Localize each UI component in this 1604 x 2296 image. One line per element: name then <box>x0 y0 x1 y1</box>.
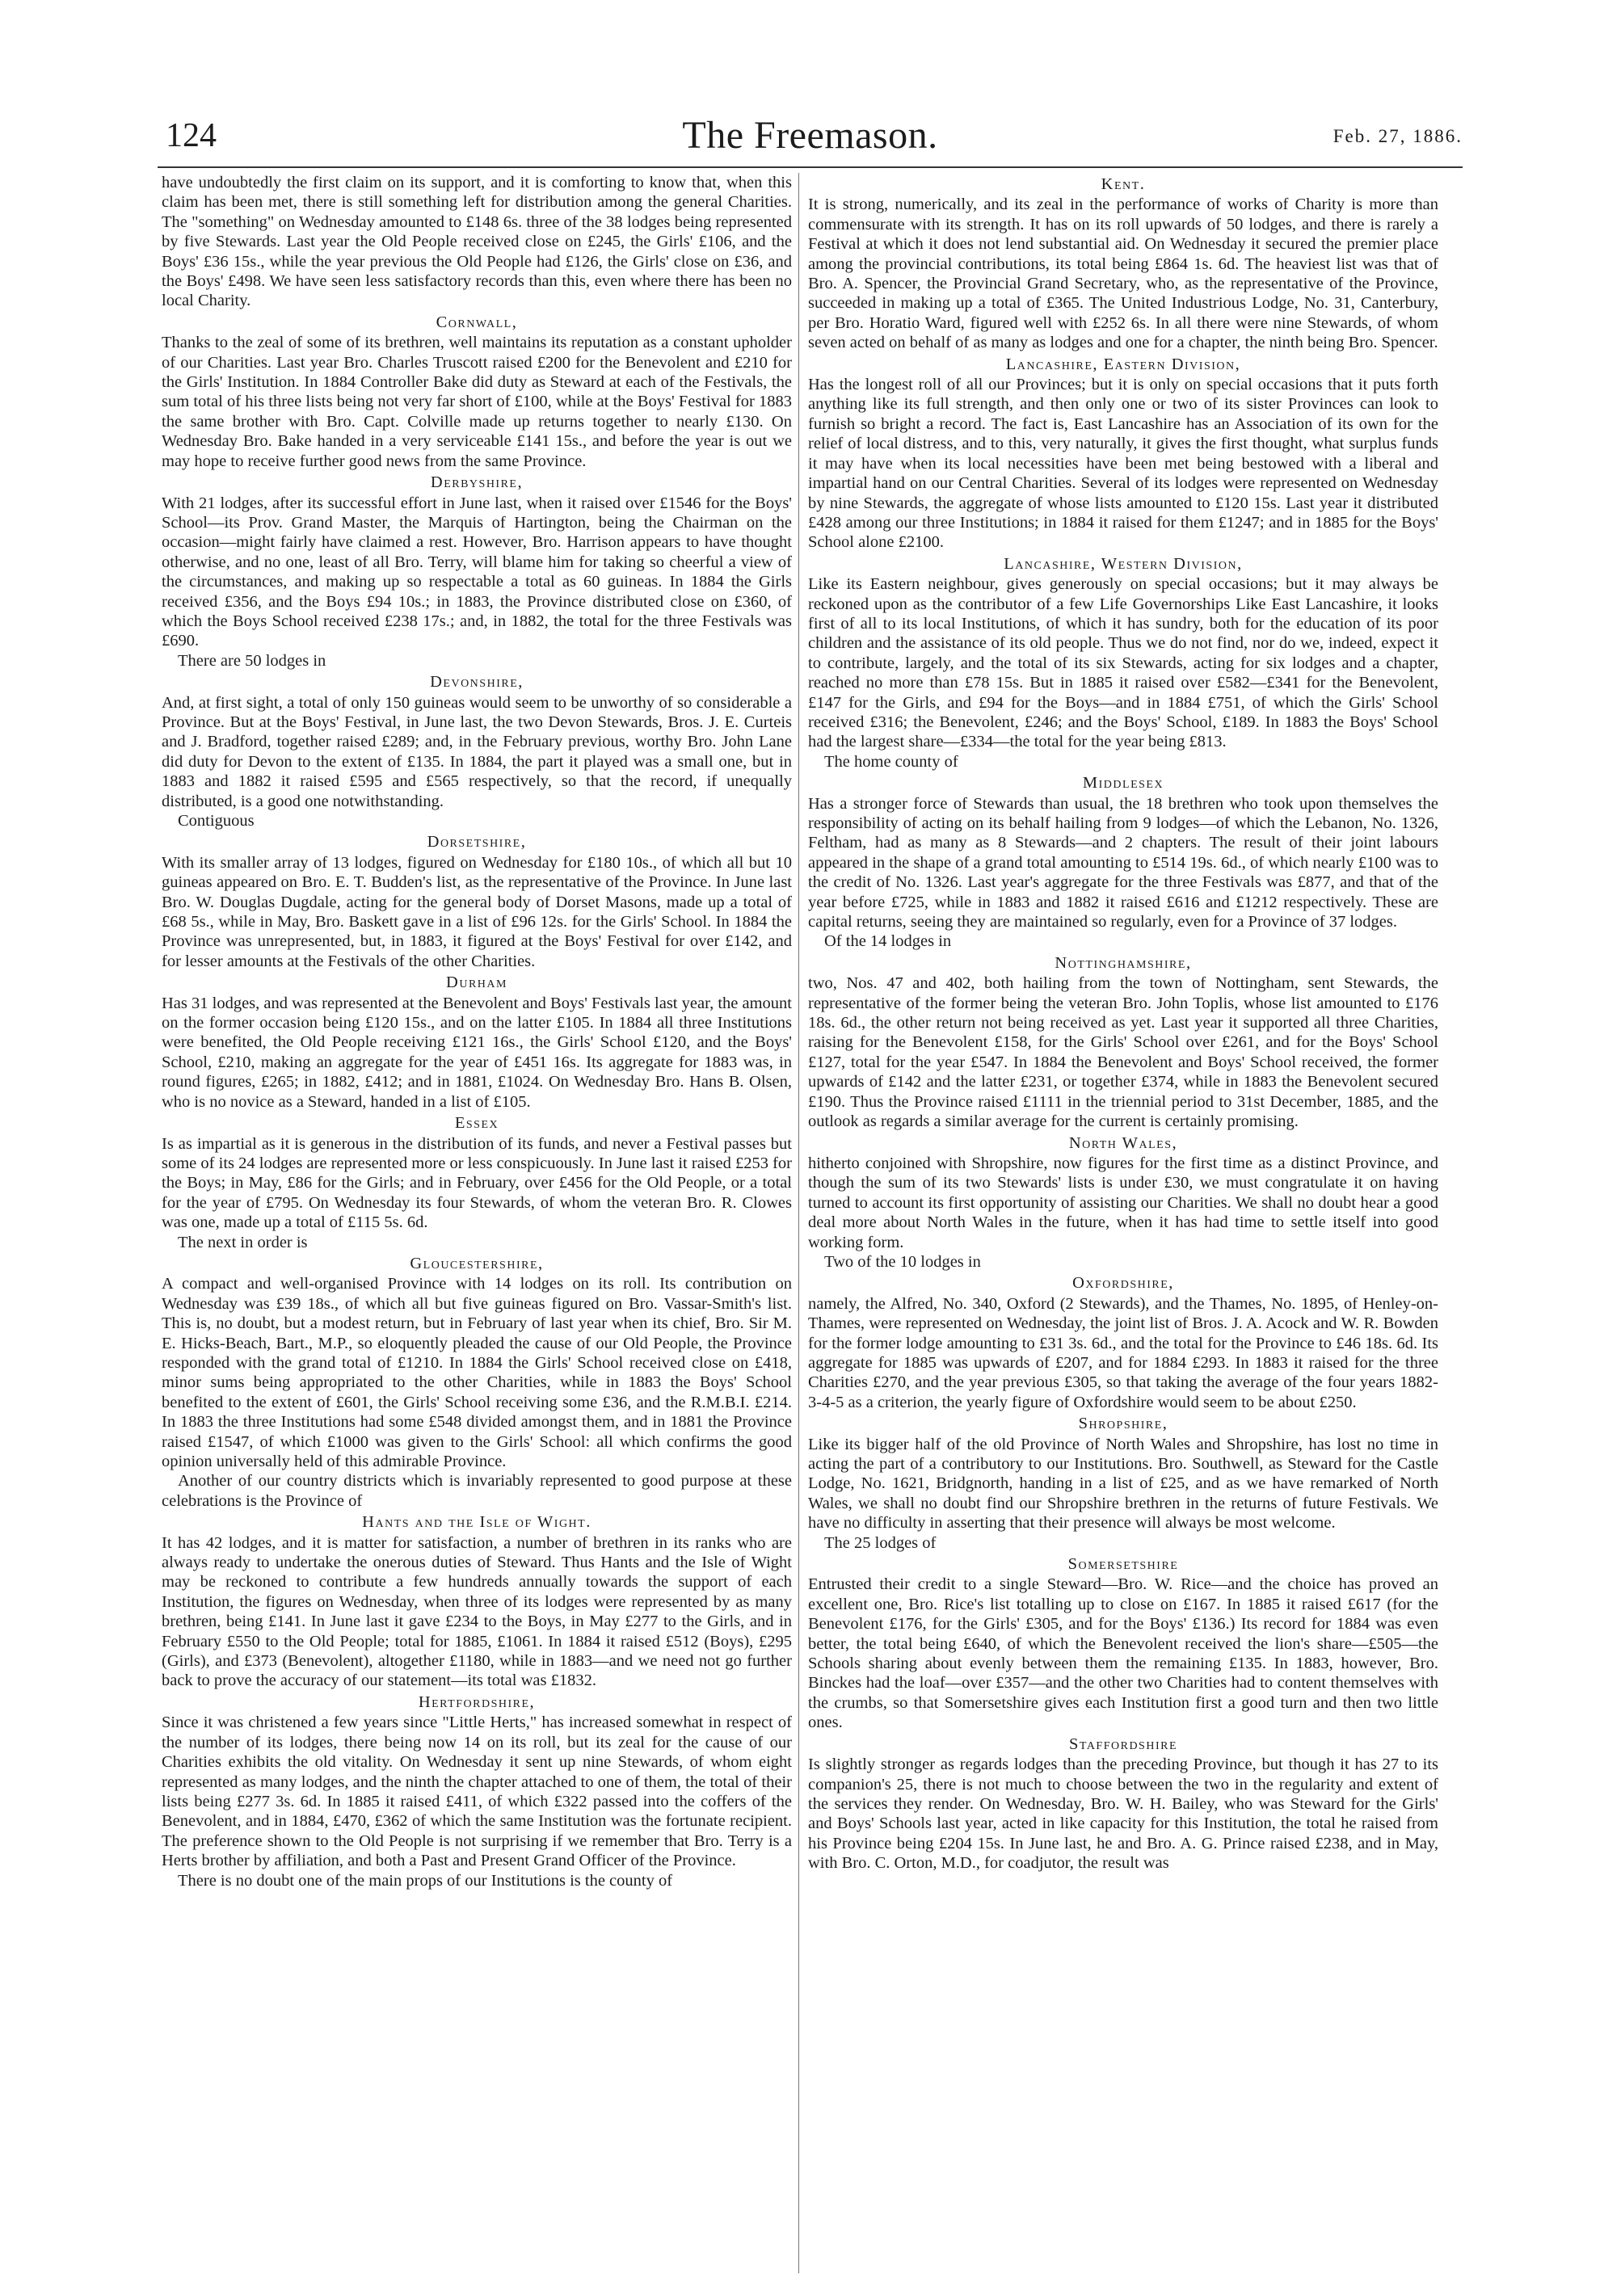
section-heading: Oxfordshire, <box>1072 1274 1174 1293</box>
paragraph: With its smaller array of 13 lodges, figured on Wednesday for £180 10s., of which all but 10 guineas appeared on Bro. E. T. Budden's list, as the representative of the Province. In June last Bro. W. Douglas Dugdale, acting for the general body of Dorset Masons, made up a total of £68 5s., while in May, Bro. Baskett gave in a list of £96 12s. for the Girls' School. In 1884 the Province was unrepresented, but, in 1883, it figured at the Boys' Festival for over £142, and for lesser amounts at the Festivals of the other Charities. <box>162 853 792 970</box>
paragraph: Thanks to the zeal of some of its brethren, well maintains its reputation as a constant upholder of our Charities. Last year Bro. Charles Truscott raised £200 for the Benevolent and £210 for the Girls' Institution. In 1884 Controller Bake did duty as Steward at each of the Festivals, the sum total of his three lists being not very far short of £100, while at the Boys' Festival for 1883 the same brother with Bro. Capt. Colville made up returns together to nearly £130. On Wednesday Bro. Bake handed in a very serviceable £141 15s., and before the year is out we may hope to receive further good news from the same Province. <box>162 334 792 470</box>
paragraph: And, at first sight, a total of only 150 guineas would seem to be unworthy of so considerable a Province. But at the Boys' Festival, in June last, the two Devon Stewards, Bros. J. E. Curteis and J. Bradford, together raised £289; and, in the February previous, worthy Bro. John Lane did duty for Devon to the extent of £135. In 1884, the part it played was a small one, but in 1883 and 1882 it raised £595 and £565 respectively, so that the record, if unequally distributed, is a good one notwithstanding. <box>162 693 792 810</box>
section-heading: Nottinghamshire, <box>1055 953 1192 972</box>
section-heading: Cornwall, <box>436 313 518 331</box>
paragraph: Of the 14 lodges in <box>824 932 952 951</box>
page-header <box>158 113 1463 162</box>
left-column <box>162 173 792 1890</box>
section-heading: Middlesex <box>1082 774 1164 793</box>
section-heading: Essex <box>454 1114 499 1133</box>
paragraph: The 25 lodges of <box>824 1533 937 1552</box>
paragraph: have undoubtedly the first claim on its support, and it is comforting to know that, when this claim has been met, there is still something left for distribution among the general Charities. The "something" on Wednesday amounted to £148 6s. three of the 38 lodges being represented by five Stewards. Last year the Old People received close on £245, the Girls' £106, and the Boys' £36 15s., while the year previous the Old People had £126, the Girls' close on £36, and the Boys' £498. We have seen less satisfactory records than this, even where there has been no local Charity. <box>162 174 792 310</box>
paragraph: Has a stronger force of Stewards than usual, the 18 brethren who took upon themselves the responsibility of acting on its behalf hailing from 9 lodges—of which the Lebanon, No. 1326, Feltham, had as many as 8 Stewards—and 2 chapters. The result of their joint labours appeared in the shape of a grand total amounting to £514 19s. 6d., of which nearly £100 was to the credit of No. 1326. Last year's aggregate for the three Festivals was £877, and that of the year before £725, while in 1883 and 1882 it raised £616 and £1212 respectively. These are capital returns, seeing they are maintained so regularly, even for a Province of 37 lodges. <box>808 794 1438 931</box>
paragraph: Another of our country districts which is invariably represented to good purpose at these celebrations is the Province of <box>162 1472 792 1510</box>
section-heading: Hertfordshire, <box>418 1693 536 1711</box>
right-column <box>808 173 1438 1873</box>
paragraph: hitherto conjoined with Shropshire, now figures for the first time as a distinct Province, and though the sum of its two Stewards' lists is under £30, we must congratulate it on having turned to account its first opportunity of assisting our Charities. We shall no doubt hear a good deal more about North Wales in the future, when it has had time to settle itself into good working form. <box>808 1154 1438 1251</box>
paragraph: Has the longest roll of all our Provinces; but it is only on special occasions that it puts forth anything like its full strength, and then only one or two of its sister Provinces can look to furnish so bright a record. The fact is, East Lancashire has an Association of its own for the relief of local distress, and to this, very naturally, it gives the first thought, what surplus funds it may have when its local necessities have been met being bestowed with a liberal and impartial hand on our Central Charities. Several of its lodges were represented on Wednesday by nine Stewards, the aggregate of whose lists amounted to £120 15s. Last year it distributed £428 among our three Institutions; in 1884 it raised for them £1247; and in 1885 for the Boys' School alone £2100. <box>808 376 1438 552</box>
publication-title: The Freemason. <box>682 114 938 157</box>
section-heading: Gloucestershire, <box>410 1254 544 1272</box>
section-heading: Derbyshire, <box>430 473 524 492</box>
section-heading: Kent. <box>1101 175 1146 193</box>
paragraph: There is no doubt one of the main props of our Institutions is the county of <box>178 1871 673 1890</box>
paragraph: two, Nos. 47 and 402, both hailing from the town of Nottingham, sent Stewards, the representative of the former being the veteran Bro. John Toplis, whose list amounted to £176 18s. 6d., the other return not being received as yet. Last year it supported all three Charities, raising for the Benevolent £158, for the Girls' School over £261, and for the Boys' School £127, total for the year £547. In 1884 the Benevolent and Boys' School received, the former upwards of £142 and the latter £231, or together £374, while in 1883 the Benevolent secured £190. Thus the Province raised £1111 in the triennial period to 31st December, 1885, and the outlook as regards a similar average for the current is certainly promising. <box>808 974 1438 1131</box>
paragraph: There are 50 lodges in <box>178 651 326 670</box>
issue-date: Feb. 27, 1886. <box>1332 126 1463 146</box>
column-divider <box>798 173 799 2273</box>
section-heading: Shropshire, <box>1078 1415 1168 1433</box>
section-heading: Durham <box>446 973 507 992</box>
paragraph: It is strong, numerically, and its zeal in the performance of works of Charity is more than commensurate with its strength. It has on its roll upwards of 50 lodges, and there is rarely a Festival at which it does not lend substantial aid. On Wednesday it secured the premier place among the provincial contributions, its total being £864 1s. 6d. The heaviest list was that of Bro. A. Spencer, the Provincial Grand Secretary, who, as the representative of the Province, succeeded in making up a total of £365. The United Industrious Lodge, No. 31, Canterbury, per Bro. Horatio Ward, figured well with £252 6s. In all there were nine Stewards, of whom seven acted on behalf of as many as lodges and one for a chapter, the ninth being Bro. Spencer. <box>808 196 1438 352</box>
paragraph: Is as impartial as it is generous in the distribution of its funds, and never a Festival passes but some of its 24 lodges are represented more or less conspicuously. In June last it raised £253 for the Boys; in May, £86 for the Girls; and in February, over £456 for the Old People, or a total for the year of £795. On Wednesday its four Stewards, of whom the veteran Bro. R. Clowes was one, made up a total of £115 5s. 6d. <box>162 1134 792 1232</box>
section-heading: Dorsetshire, <box>427 833 527 852</box>
header-rule <box>158 166 1463 168</box>
paragraph: Entrusted their credit to a single Steward—Bro. W. Rice—and the choice has proved an excellent one, Bro. Rice's list totalling up to close on £167. In 1885 it raised £617 (for the Benevolent £176, for the Girls' £305, and for the Boys' £136.) Its record for 1884 was even better, the total being £640, of which the Benevolent received the lion's share—£505—the Schools sharing about evenly between them the remaining £135. In 1883, however, Bro. Binckes had the loaf—over £357—and the other two Charities had to content themselves with the crumbs, so that Somersetshire gives each Institution first a good turn and then two little ones. <box>808 1575 1438 1732</box>
paragraph: Is slightly stronger as regards lodges than the preceding Province, but though it has 27 to its companion's 25, there is not much to choose between the two in the regularity and extent of the services they render. On Wednesday, Bro. W. H. Bailey, who was Steward for the Girls' and Boys' Schools last year, acted in like capacity for this Institution, the total he raised from his Province being £204 15s. In June last, he and Bro. A. G. Prince raised £238, and in May, with Bro. C. Orton, M.D., for coadjutor, the result was <box>808 1756 1438 1873</box>
paragraph: Contiguous <box>178 812 255 830</box>
paragraph: The next in order is <box>178 1233 308 1251</box>
paragraph: Has 31 lodges, and was represented at the Benevolent and Boys' Festivals last year, the amount on the former occasion being £120 15s., and on the latter £105. In 1884 all three Institutions were benefited, the Old People receiving £121 16s., the Girls' School £120, and the Boys' School, £210, making an aggregate for the year of £451 16s. Its aggregate for 1883 was, in round figures, £265; in 1882, £412; and in 1881, £1024. On Wednesday Bro. Hans B. Olsen, who is no novice as a Steward, handed in a list of £105. <box>162 994 792 1111</box>
section-heading: Staffordshire <box>1068 1735 1178 1753</box>
section-heading: Lancashire, Eastern Division, <box>1005 355 1241 373</box>
page-number: 124 <box>166 117 217 154</box>
paragraph: namely, the Alfred, No. 340, Oxford (2 Stewards), and the Thames, No. 1895, of Henley-on-Thames, were represented on Wednesday, the joint list of Bros. J. A. Acock and W. R. Bowden for the former lodge amounting to £31 3s. 6d., and the total for the Province to £46 18s. 6d. Its aggregate for 1885 was upwards of £207, and for 1884 £293. In 1883 it raised for the three Charities £270, and the year previous £305, so that taking the average of the four years 1882-3-4-5 as a criterion, the yearly figure of Oxfordshire would seem to be about £250. <box>808 1294 1438 1411</box>
paragraph: A compact and well-organised Province with 14 lodges on its roll. Its contribution on Wednesday was £39 18s., of which all but five guineas figured on Bro. Vassar-Smith's list. This is, no doubt, but a modest return, but in February of last year when its chief, Bro. Sir M. E. Hicks-Beach, Bart., M.P., so eloquently pleaded the cause of our Old People, the Province responded with the grand total of £1210. In 1884 the Girls' School received close on £418, minor sums being appropriated to the other Charities, while in 1883 the Boys' School benefited to the extent of £601, the Girls' School receiving some £36, and the R.M.B.I. £214. In 1883 the three Institutions had some £548 divided amongst them, and in 1881 the Province raised £1547, of which £1000 was given to the Girls' School: all which confirms the good opinion universally held of this admirable Province. <box>162 1275 792 1470</box>
section-heading: Devonshire, <box>430 673 524 692</box>
section-heading: Hants and the Isle of Wight. <box>362 1513 592 1532</box>
section-heading: Somersetshire <box>1067 1555 1179 1574</box>
paragraph: The home county of <box>824 752 958 771</box>
paragraph: Like its Eastern neighbour, gives generously on special occasions; but it may always be reckoned upon as the contributor of a few Life Governorships Like East Lancashire, it looks first of all to its local Institutions, of which it has sundry, both for the education of its poor children and the assistance of its old people. Thus we do not find, nor do we, indeed, expect it to contribute, largely, and the total of its six Stewards, acting for six lodges and a chapter, reached no more than £78 15s. But in 1885 it raised over £582—£341 for the Benevolent, £147 for the Girls, and £94 for the Boys—and in 1884 £751, of which the Girls' School received £316; the Benevolent, £246; and the Boys' School, £189. In 1883 the Boys' School had the largest share—£334—the total for the year being £813. <box>808 575 1438 751</box>
paragraph: With 21 lodges, after its successful effort in June last, when it raised over £1546 for the Boys' School—its Prov. Grand Master, the Marquis of Hartington, being the Chairman on the occasion—might fairly have claimed a rest. However, Bro. Harrison appears to have thought otherwise, and no one, least of all Bro. Terry, will blame him for taking so cheerful a view of the circumstances, and making up so respectable a total as 60 guineas. In 1884 the Girls received £356, and the Boys £94 10s.; in 1883, the Province distributed close on £360, of which the Boys School received £238 17s.; and, in 1882, the total for the three Festivals was £690. <box>162 494 792 650</box>
paragraph: Two of the 10 lodges in <box>824 1252 981 1271</box>
paragraph: It has 42 lodges, and it is matter for satisfaction, a number of brethren in its ranks who are always ready to undertake the onerous duties of Steward. Thus Hants and the Isle of Wight may be reckoned to contribute a few hundreds annually towards the support of each Institution, the figures on Wednesday, when three of its lodges were represented by as many brethren, being £141. In June last it gave £234 to the Boys, in May £277 to the Girls, and in February £550 to the Old People; total for 1885, £1061. In 1884 it raised £512 (Boys), £295 (Girls), and £373 (Benevolent), altogether £1180, while in 1883—and we need not go further back to prove the accuracy of our statement—its total was £1832. <box>162 1533 792 1690</box>
section-heading: Lancashire, Western Division, <box>1004 554 1243 573</box>
paragraph: Since it was christened a few years since "Little Herts," has increased somewhat in respect of the number of its lodges, there being now 14 on its roll, but its zeal for the cause of our Charities exhibits the old vitality. On Wednesday it sent up nine Stewards, of whom eight represented as many lodges, and the ninth the chapter attached to one of them, the total of their lists being £277 3s. 6d. In 1885 it raised £411, of which £322 passed into the coffers of the Benevolent, and in 1884, £470, £362 of which the same Institution was the fortunate recipient. The preference shown to the Old People is not surprising if we remember that Bro. Terry is a Herts brother by affiliation, and both a Past and Present Grand Officer of the Province. <box>162 1714 792 1870</box>
section-heading: North Wales, <box>1068 1133 1178 1152</box>
paragraph: Like its bigger half of the old Province of North Wales and Shropshire, has lost no time in acting the part of a contributory to our Institutions. Bro. Southwell, as Steward for the Castle Lodge, No. 1621, Bridgnorth, handing in a list of £25, and as we have remarked of North Wales, we shall no doubt find our Shropshire brethren in the returns of future Festivals. We have no difficulty in asserting that their presence will always be most welcome. <box>808 1435 1438 1533</box>
